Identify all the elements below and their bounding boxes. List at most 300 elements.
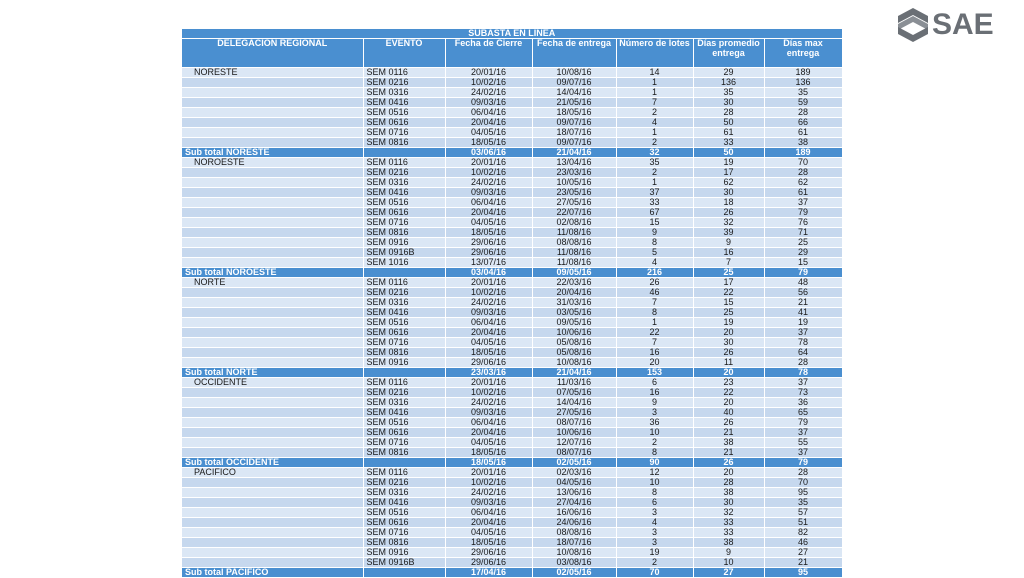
cell-dias-max: 41 bbox=[764, 308, 842, 318]
cell-dias-max: 15 bbox=[764, 258, 842, 268]
cell-evento: SEM 0316 bbox=[363, 298, 445, 308]
column-header-numero-lotes: Número de lotes bbox=[616, 39, 693, 68]
cell-evento: SEM 0816 bbox=[363, 138, 445, 148]
table-title: SUBASTA EN LÍNEA bbox=[182, 29, 842, 39]
table-row bbox=[182, 138, 842, 148]
cell-numero-lotes: 20 bbox=[616, 358, 693, 368]
cell-dias-max: 28 bbox=[764, 358, 842, 368]
cell-region-empty bbox=[182, 168, 363, 178]
cell-dias-max: 61 bbox=[764, 188, 842, 198]
cell-fecha-entrega: 11/08/16 bbox=[532, 248, 616, 258]
table-row bbox=[182, 518, 842, 528]
cell-fecha-entrega: 22/03/16 bbox=[532, 278, 616, 288]
cell-dias-promedio: 25 bbox=[693, 308, 764, 318]
cell-fecha-entrega: 11/08/16 bbox=[532, 228, 616, 238]
cell-evento: SEM 0716 bbox=[363, 528, 445, 538]
table-row bbox=[182, 538, 842, 548]
cell-fecha-cierre: 20/01/16 bbox=[445, 278, 532, 288]
cell-fecha-cierre: 10/02/16 bbox=[445, 168, 532, 178]
cell-fecha-cierre: 10/02/16 bbox=[445, 78, 532, 88]
cell-fecha-entrega: 10/06/16 bbox=[532, 428, 616, 438]
cell-numero-lotes: 16 bbox=[616, 348, 693, 358]
cell-region-empty bbox=[182, 298, 363, 308]
cell-dias-max: 66 bbox=[764, 118, 842, 128]
cell-region-empty bbox=[182, 348, 363, 358]
cell-evento: SEM 0716 bbox=[363, 438, 445, 448]
cell-dias-promedio: 26 bbox=[693, 418, 764, 428]
sae-logo bbox=[898, 6, 1016, 44]
table-row bbox=[182, 228, 842, 238]
subtotal-dias-promedio: 26 bbox=[693, 458, 764, 468]
cell-fecha-entrega: 10/08/16 bbox=[532, 358, 616, 368]
cell-fecha-cierre: 24/02/16 bbox=[445, 488, 532, 498]
cell-fecha-cierre: 09/03/16 bbox=[445, 498, 532, 508]
cell-fecha-cierre: 04/05/16 bbox=[445, 218, 532, 228]
cell-region-empty bbox=[182, 338, 363, 348]
cell-numero-lotes: 2 bbox=[616, 138, 693, 148]
cell-numero-lotes: 15 bbox=[616, 218, 693, 228]
cell-dias-max: 35 bbox=[764, 88, 842, 98]
table-row bbox=[182, 558, 842, 568]
cell-numero-lotes: 26 bbox=[616, 278, 693, 288]
cell-region-empty bbox=[182, 548, 363, 558]
cell-fecha-cierre: 20/04/16 bbox=[445, 208, 532, 218]
cell-dias-max: 59 bbox=[764, 98, 842, 108]
cell-dias-promedio: 7 bbox=[693, 258, 764, 268]
cell-region-empty bbox=[182, 238, 363, 248]
cell-fecha-entrega: 07/05/16 bbox=[532, 388, 616, 398]
subtotal-label: Sub total NOROESTE bbox=[182, 268, 363, 278]
table-row bbox=[182, 88, 842, 98]
cell-dias-promedio: 40 bbox=[693, 408, 764, 418]
cell-evento: SEM 0516 bbox=[363, 418, 445, 428]
cell-numero-lotes: 4 bbox=[616, 118, 693, 128]
cell-numero-lotes: 8 bbox=[616, 308, 693, 318]
cell-region-empty bbox=[182, 178, 363, 188]
cell-fecha-cierre: 09/03/16 bbox=[445, 98, 532, 108]
cell-dias-max: 27 bbox=[764, 548, 842, 558]
subtotal-dias-max: 79 bbox=[764, 268, 842, 278]
cell-fecha-entrega: 09/05/16 bbox=[532, 318, 616, 328]
cell-region-empty bbox=[182, 128, 363, 138]
cell-dias-promedio: 32 bbox=[693, 508, 764, 518]
cell-evento: SEM 0816 bbox=[363, 348, 445, 358]
cell-region-empty bbox=[182, 498, 363, 508]
cell-fecha-entrega: 03/08/16 bbox=[532, 558, 616, 568]
cell-evento: SEM 0716 bbox=[363, 128, 445, 138]
cell-evento: SEM 0616 bbox=[363, 118, 445, 128]
cell-fecha-entrega: 10/08/16 bbox=[532, 548, 616, 558]
table-row bbox=[182, 328, 842, 338]
table-row bbox=[182, 278, 842, 288]
cell-evento: SEM 0916B bbox=[363, 248, 445, 258]
cell-numero-lotes: 9 bbox=[616, 398, 693, 408]
cell-dias-max: 37 bbox=[764, 198, 842, 208]
cell-fecha-cierre: 13/07/16 bbox=[445, 258, 532, 268]
cell-fecha-cierre: 29/06/16 bbox=[445, 358, 532, 368]
cell-dias-promedio: 30 bbox=[693, 498, 764, 508]
subtotal-numero-lotes: 90 bbox=[616, 458, 693, 468]
cell-dias-promedio: 33 bbox=[693, 528, 764, 538]
cell-fecha-cierre: 24/02/16 bbox=[445, 88, 532, 98]
subtotal-evento-empty bbox=[363, 568, 445, 578]
cell-dias-max: 37 bbox=[764, 448, 842, 458]
cell-evento: SEM 0716 bbox=[363, 338, 445, 348]
cell-dias-max: 37 bbox=[764, 428, 842, 438]
cell-evento: SEM 0516 bbox=[363, 318, 445, 328]
cell-region-empty bbox=[182, 248, 363, 258]
table-row bbox=[182, 548, 842, 558]
auction-table bbox=[182, 29, 843, 578]
cell-fecha-cierre: 24/02/16 bbox=[445, 398, 532, 408]
cell-region-empty bbox=[182, 558, 363, 568]
subtotal-row bbox=[182, 148, 842, 158]
table-row bbox=[182, 288, 842, 298]
cell-region: NOROESTE bbox=[182, 158, 363, 168]
subtotal-dias-promedio: 25 bbox=[693, 268, 764, 278]
column-header-fecha-cierre: Fecha de Cierre bbox=[445, 39, 532, 68]
table-row bbox=[182, 508, 842, 518]
cell-fecha-cierre: 20/01/16 bbox=[445, 68, 532, 78]
table-row bbox=[182, 338, 842, 348]
cell-fecha-cierre: 20/01/16 bbox=[445, 468, 532, 478]
table-row bbox=[182, 468, 842, 478]
cell-fecha-cierre: 29/06/16 bbox=[445, 548, 532, 558]
cell-fecha-cierre: 06/04/16 bbox=[445, 418, 532, 428]
cell-region-empty bbox=[182, 88, 363, 98]
cell-region-empty bbox=[182, 418, 363, 428]
cell-dias-promedio: 17 bbox=[693, 168, 764, 178]
cell-fecha-cierre: 09/03/16 bbox=[445, 408, 532, 418]
cell-numero-lotes: 4 bbox=[616, 258, 693, 268]
cell-numero-lotes: 7 bbox=[616, 338, 693, 348]
cell-region-empty bbox=[182, 528, 363, 538]
cell-fecha-cierre: 06/04/16 bbox=[445, 198, 532, 208]
cell-dias-promedio: 62 bbox=[693, 178, 764, 188]
cell-fecha-entrega: 10/06/16 bbox=[532, 328, 616, 338]
cell-fecha-entrega: 05/08/16 bbox=[532, 348, 616, 358]
subtotal-evento-empty bbox=[363, 458, 445, 468]
cell-evento: SEM 0216 bbox=[363, 288, 445, 298]
cell-dias-promedio: 20 bbox=[693, 328, 764, 338]
table-row bbox=[182, 218, 842, 228]
cell-fecha-entrega: 13/04/16 bbox=[532, 158, 616, 168]
cell-evento: SEM 0416 bbox=[363, 308, 445, 318]
cell-fecha-entrega: 11/03/16 bbox=[532, 378, 616, 388]
cell-dias-promedio: 33 bbox=[693, 138, 764, 148]
cell-numero-lotes: 14 bbox=[616, 68, 693, 78]
cell-fecha-cierre: 18/05/16 bbox=[445, 348, 532, 358]
cell-dias-max: 28 bbox=[764, 468, 842, 478]
cell-fecha-entrega: 27/05/16 bbox=[532, 408, 616, 418]
subtotal-dias-max: 79 bbox=[764, 458, 842, 468]
cell-fecha-cierre: 29/06/16 bbox=[445, 238, 532, 248]
table-row bbox=[182, 378, 842, 388]
cell-dias-max: 38 bbox=[764, 138, 842, 148]
cell-fecha-cierre: 18/05/16 bbox=[445, 538, 532, 548]
cell-fecha-entrega: 31/03/16 bbox=[532, 298, 616, 308]
cell-fecha-cierre: 20/04/16 bbox=[445, 518, 532, 528]
cell-region-empty bbox=[182, 308, 363, 318]
column-header-dias-max: Días max entrega bbox=[764, 39, 842, 68]
cell-region-empty bbox=[182, 188, 363, 198]
cell-fecha-cierre: 04/05/16 bbox=[445, 128, 532, 138]
cell-dias-max: 37 bbox=[764, 378, 842, 388]
cell-dias-promedio: 30 bbox=[693, 338, 764, 348]
table-row bbox=[182, 208, 842, 218]
cell-evento: SEM 0516 bbox=[363, 108, 445, 118]
cell-dias-max: 82 bbox=[764, 528, 842, 538]
cell-region: NORTE bbox=[182, 278, 363, 288]
auction-table-container bbox=[182, 29, 842, 578]
cell-region-empty bbox=[182, 438, 363, 448]
table-row bbox=[182, 108, 842, 118]
cell-numero-lotes: 33 bbox=[616, 198, 693, 208]
subtotal-label: Sub total NORESTE bbox=[182, 148, 363, 158]
cell-evento: SEM 0116 bbox=[363, 68, 445, 78]
cell-numero-lotes: 37 bbox=[616, 188, 693, 198]
table-row bbox=[182, 188, 842, 198]
cell-dias-promedio: 9 bbox=[693, 548, 764, 558]
cell-dias-promedio: 39 bbox=[693, 228, 764, 238]
table-row bbox=[182, 178, 842, 188]
cell-dias-max: 37 bbox=[764, 328, 842, 338]
table-row bbox=[182, 118, 842, 128]
cell-numero-lotes: 4 bbox=[616, 518, 693, 528]
cell-numero-lotes: 3 bbox=[616, 408, 693, 418]
cell-fecha-cierre: 10/02/16 bbox=[445, 478, 532, 488]
cell-numero-lotes: 8 bbox=[616, 448, 693, 458]
cell-dias-promedio: 17 bbox=[693, 278, 764, 288]
cell-evento: SEM 0716 bbox=[363, 218, 445, 228]
cell-fecha-entrega: 18/05/16 bbox=[532, 108, 616, 118]
cell-dias-max: 64 bbox=[764, 348, 842, 358]
cell-region-empty bbox=[182, 488, 363, 498]
cell-dias-promedio: 30 bbox=[693, 188, 764, 198]
cell-dias-max: 136 bbox=[764, 78, 842, 88]
cell-region-empty bbox=[182, 388, 363, 398]
cell-region-empty bbox=[182, 218, 363, 228]
cell-evento: SEM 0916 bbox=[363, 358, 445, 368]
cell-fecha-cierre: 04/05/16 bbox=[445, 438, 532, 448]
subtotal-dias-max: 189 bbox=[764, 148, 842, 158]
table-row bbox=[182, 98, 842, 108]
cell-evento: SEM 0116 bbox=[363, 468, 445, 478]
subtotal-fecha-entrega: 21/04/16 bbox=[532, 368, 616, 378]
cell-dias-promedio: 16 bbox=[693, 248, 764, 258]
cell-fecha-entrega: 27/05/16 bbox=[532, 198, 616, 208]
cell-region-empty bbox=[182, 78, 363, 88]
cell-fecha-entrega: 11/08/16 bbox=[532, 258, 616, 268]
column-header-delegacion: DELEGACIÓN REGIONAL bbox=[182, 39, 363, 68]
column-header-dias-promedio: Días promedio entrega bbox=[693, 39, 764, 68]
cell-fecha-entrega: 02/08/16 bbox=[532, 218, 616, 228]
cell-dias-max: 79 bbox=[764, 418, 842, 428]
cell-fecha-entrega: 27/04/16 bbox=[532, 498, 616, 508]
cell-fecha-cierre: 10/02/16 bbox=[445, 288, 532, 298]
table-row bbox=[182, 318, 842, 328]
cell-evento: SEM 0916B bbox=[363, 558, 445, 568]
cell-fecha-entrega: 23/03/16 bbox=[532, 168, 616, 178]
subtotal-numero-lotes: 153 bbox=[616, 368, 693, 378]
cell-numero-lotes: 10 bbox=[616, 428, 693, 438]
cell-region-empty bbox=[182, 478, 363, 488]
cell-evento: SEM 0416 bbox=[363, 408, 445, 418]
cell-dias-promedio: 30 bbox=[693, 98, 764, 108]
cell-evento: SEM 0516 bbox=[363, 508, 445, 518]
cell-dias-max: 36 bbox=[764, 398, 842, 408]
sae-logo-text: SAE bbox=[932, 8, 994, 41]
cell-fecha-entrega: 08/07/16 bbox=[532, 448, 616, 458]
cell-fecha-cierre: 04/05/16 bbox=[445, 528, 532, 538]
cell-region-empty bbox=[182, 108, 363, 118]
table-row bbox=[182, 308, 842, 318]
cell-dias-promedio: 28 bbox=[693, 478, 764, 488]
cell-region-empty bbox=[182, 228, 363, 238]
subtotal-row bbox=[182, 368, 842, 378]
cell-dias-max: 61 bbox=[764, 128, 842, 138]
cell-dias-promedio: 26 bbox=[693, 348, 764, 358]
cell-region-empty bbox=[182, 288, 363, 298]
cell-region-empty bbox=[182, 508, 363, 518]
cell-fecha-cierre: 10/02/16 bbox=[445, 388, 532, 398]
cell-dias-promedio: 19 bbox=[693, 318, 764, 328]
table-body bbox=[182, 68, 842, 578]
cell-dias-promedio: 32 bbox=[693, 218, 764, 228]
cell-fecha-entrega: 22/07/16 bbox=[532, 208, 616, 218]
cell-numero-lotes: 1 bbox=[616, 78, 693, 88]
subtotal-evento-empty bbox=[363, 268, 445, 278]
cell-dias-max: 71 bbox=[764, 228, 842, 238]
cell-fecha-cierre: 09/03/16 bbox=[445, 308, 532, 318]
table-row bbox=[182, 158, 842, 168]
table-row bbox=[182, 348, 842, 358]
cell-dias-promedio: 35 bbox=[693, 88, 764, 98]
cell-evento: SEM 0216 bbox=[363, 388, 445, 398]
cell-fecha-entrega: 13/06/16 bbox=[532, 488, 616, 498]
cell-dias-max: 28 bbox=[764, 108, 842, 118]
table-row bbox=[182, 448, 842, 458]
subtotal-fecha-entrega: 02/05/16 bbox=[532, 458, 616, 468]
cell-fecha-entrega: 05/08/16 bbox=[532, 338, 616, 348]
cell-dias-promedio: 9 bbox=[693, 238, 764, 248]
cell-numero-lotes: 7 bbox=[616, 298, 693, 308]
subtotal-dias-promedio: 50 bbox=[693, 148, 764, 158]
cell-dias-max: 25 bbox=[764, 238, 842, 248]
column-header-fecha-entrega: Fecha de entrega bbox=[532, 39, 616, 68]
cell-region-empty bbox=[182, 428, 363, 438]
cell-dias-max: 51 bbox=[764, 518, 842, 528]
subtotal-evento-empty bbox=[363, 148, 445, 158]
subtotal-row bbox=[182, 268, 842, 278]
cell-evento: SEM 0216 bbox=[363, 478, 445, 488]
cell-numero-lotes: 8 bbox=[616, 238, 693, 248]
column-header-evento: EVENTO bbox=[363, 39, 445, 68]
cell-evento: SEM 0416 bbox=[363, 498, 445, 508]
cell-numero-lotes: 35 bbox=[616, 158, 693, 168]
cell-dias-max: 28 bbox=[764, 168, 842, 178]
cell-fecha-entrega: 21/05/16 bbox=[532, 98, 616, 108]
subtotal-fecha-cierre: 03/06/16 bbox=[445, 148, 532, 158]
cell-evento: SEM 0816 bbox=[363, 228, 445, 238]
table-row bbox=[182, 418, 842, 428]
cell-fecha-cierre: 20/04/16 bbox=[445, 328, 532, 338]
cell-evento: SEM 0316 bbox=[363, 178, 445, 188]
cell-numero-lotes: 6 bbox=[616, 498, 693, 508]
cell-region-empty bbox=[182, 98, 363, 108]
cell-dias-max: 57 bbox=[764, 508, 842, 518]
cell-numero-lotes: 2 bbox=[616, 438, 693, 448]
cell-region-empty bbox=[182, 448, 363, 458]
cell-fecha-cierre: 24/02/16 bbox=[445, 178, 532, 188]
cell-dias-promedio: 21 bbox=[693, 448, 764, 458]
cell-region-empty bbox=[182, 518, 363, 528]
cell-region-empty bbox=[182, 358, 363, 368]
table-row bbox=[182, 428, 842, 438]
cell-evento: SEM 0216 bbox=[363, 78, 445, 88]
cell-region-empty bbox=[182, 118, 363, 128]
cell-dias-max: 21 bbox=[764, 558, 842, 568]
cell-dias-promedio: 15 bbox=[693, 298, 764, 308]
subtotal-fecha-cierre: 17/04/16 bbox=[445, 568, 532, 578]
cell-numero-lotes: 1 bbox=[616, 318, 693, 328]
cell-fecha-entrega: 12/07/16 bbox=[532, 438, 616, 448]
table-row bbox=[182, 68, 842, 78]
cell-numero-lotes: 67 bbox=[616, 208, 693, 218]
table-row bbox=[182, 238, 842, 248]
cell-dias-max: 55 bbox=[764, 438, 842, 448]
cell-dias-promedio: 20 bbox=[693, 468, 764, 478]
cell-dias-promedio: 21 bbox=[693, 428, 764, 438]
cell-fecha-entrega: 24/06/16 bbox=[532, 518, 616, 528]
cell-dias-promedio: 19 bbox=[693, 158, 764, 168]
table-row bbox=[182, 438, 842, 448]
subtotal-fecha-cierre: 23/03/16 bbox=[445, 368, 532, 378]
subtotal-numero-lotes: 70 bbox=[616, 568, 693, 578]
cell-fecha-cierre: 18/05/16 bbox=[445, 448, 532, 458]
subtotal-row bbox=[182, 568, 842, 578]
cell-region: OCCIDENTE bbox=[182, 378, 363, 388]
subtotal-fecha-cierre: 03/04/16 bbox=[445, 268, 532, 278]
cell-numero-lotes: 2 bbox=[616, 108, 693, 118]
table-row bbox=[182, 498, 842, 508]
cell-numero-lotes: 19 bbox=[616, 548, 693, 558]
cell-evento: SEM 0116 bbox=[363, 158, 445, 168]
cell-region: PACÍFICO bbox=[182, 468, 363, 478]
cell-dias-promedio: 38 bbox=[693, 438, 764, 448]
cell-numero-lotes: 3 bbox=[616, 538, 693, 548]
cell-fecha-entrega: 18/07/16 bbox=[532, 128, 616, 138]
cell-dias-promedio: 26 bbox=[693, 208, 764, 218]
cell-numero-lotes: 9 bbox=[616, 228, 693, 238]
cell-numero-lotes: 22 bbox=[616, 328, 693, 338]
cell-evento: SEM 0816 bbox=[363, 538, 445, 548]
subtotal-label: Sub total PACÍFICO bbox=[182, 568, 363, 578]
cell-fecha-entrega: 20/04/16 bbox=[532, 288, 616, 298]
cell-evento: SEM 0116 bbox=[363, 278, 445, 288]
cell-region-empty bbox=[182, 258, 363, 268]
cell-dias-promedio: 38 bbox=[693, 538, 764, 548]
cell-dias-max: 48 bbox=[764, 278, 842, 288]
cell-evento: SEM 0416 bbox=[363, 98, 445, 108]
subtotal-evento-empty bbox=[363, 368, 445, 378]
cell-evento: SEM 0316 bbox=[363, 488, 445, 498]
cell-numero-lotes: 10 bbox=[616, 478, 693, 488]
subtotal-fecha-cierre: 18/05/16 bbox=[445, 458, 532, 468]
cell-numero-lotes: 1 bbox=[616, 178, 693, 188]
subtotal-dias-max: 78 bbox=[764, 368, 842, 378]
cell-dias-max: 62 bbox=[764, 178, 842, 188]
